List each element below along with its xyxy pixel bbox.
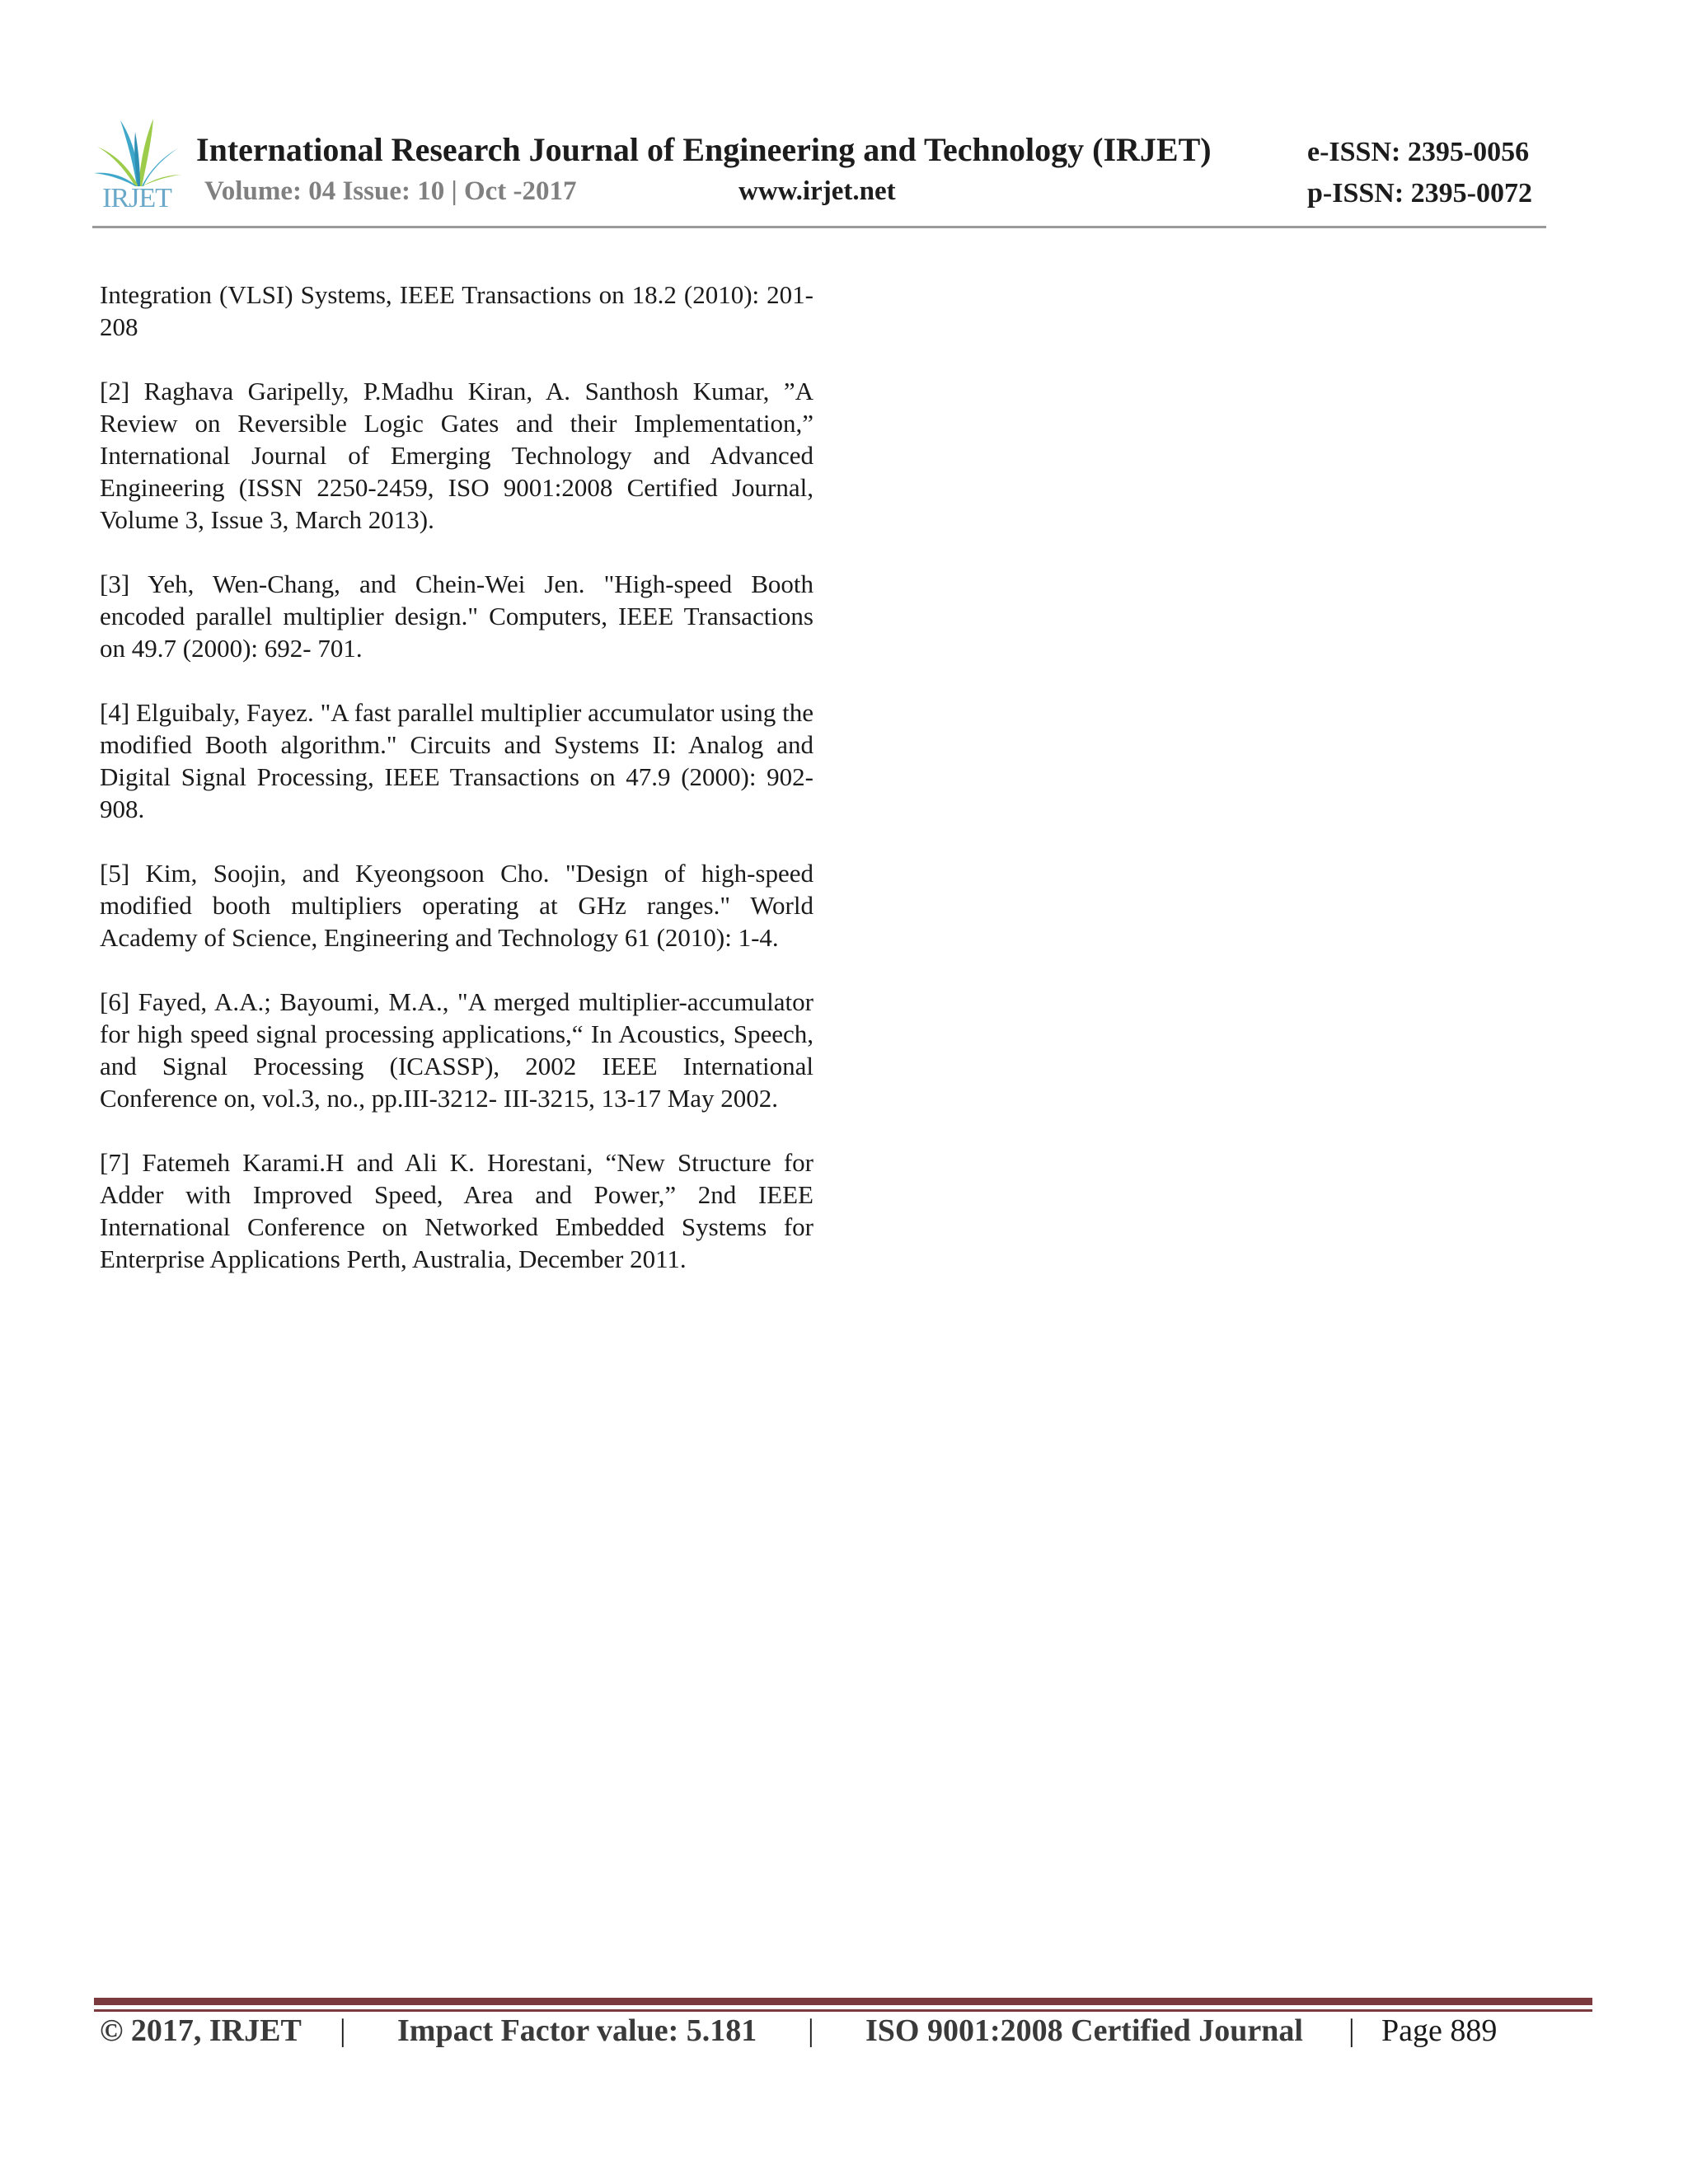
reference-7: [7] Fatemeh Karami.H and Ali K. Horestani, “New Structure for Adder with Improved Speed, Area and Power,” 2nd IEEE International Conference on Networked Embedded Systems for Enterprise Applications Perth, Australia, December 2011. — [100, 1148, 814, 1273]
footer-copyright: © 2017, IRJET — [100, 2013, 302, 2048]
footer-divider-thick — [94, 1998, 1592, 2005]
reference-5: [5] Kim, Soojin, and Kyeongsoon Cho. "Design of high-speed modified booth multipliers operating at GHz ranges." World Academy of Science, Engineering and Technology 61 (2010): 1-4. — [100, 859, 814, 952]
leaf-icon — [91, 115, 183, 190]
footer-iso: ISO 9001:2008 Certified Journal — [865, 2013, 1303, 2048]
reference-4: [4] Elguibaly, Fayez. "A fast parallel multiplier accumulator using the modified Booth algorithm." Circuits and Systems II: Analog and Digital Signal Processing, IEEE Transactions on 47.9 (2000): 902- 908. — [100, 698, 814, 823]
footer-impact-factor: Impact Factor value: 5.181 — [397, 2013, 757, 2048]
reference-continuation: Integration (VLSI) Systems, IEEE Transactions on 18.2 (2010): 201-208 — [100, 280, 814, 341]
volume-issue: Volume: 04 Issue: 10 | Oct -2017 — [204, 176, 577, 206]
logo-text: IRJET — [102, 183, 171, 213]
journal-title: International Research Journal of Engineering and Technology (IRJET) — [196, 131, 1212, 168]
irjet-logo — [91, 115, 183, 214]
references-column — [100, 279, 814, 1307]
website-link[interactable]: www.irjet.net — [738, 176, 896, 206]
footer-separator: | — [1348, 2013, 1355, 2048]
header-divider — [92, 226, 1546, 228]
p-issn: p-ISSN: 2395-0072 — [1307, 178, 1532, 209]
reference-6: [6] Fayed, A.A.; Bayoumi, M.A., "A merged multiplier-accumulator for high speed signal processing applications,“ In Acoustics, Speech, and Signal Processing (ICASSP), 2002 IEEE International Conference on, vol.3, no., pp.III-3212- III-3215, 13-17 May 2002. — [100, 987, 814, 1113]
footer-separator: | — [808, 2013, 814, 2048]
reference-3: [3] Yeh, Wen-Chang, and Chein-Wei Jen. "High-speed Booth encoded parallel multiplier design." Computers, IEEE Transactions on 49.7 (2000): 692- 701. — [100, 569, 814, 663]
e-issn: e-ISSN: 2395-0056 — [1307, 137, 1530, 167]
footer-divider-thin — [94, 2009, 1592, 2012]
footer-page-number: Page 889 — [1381, 2013, 1498, 2048]
footer-separator: | — [340, 2013, 346, 2048]
reference-2: [2] Raghava Garipelly, P.Madhu Kiran, A. Santhosh Kumar, ”A Review on Reversible Logic Gates and their Implementation,” International Journal of Emerging Technology and Advanced Engineering (ISSN 2250-2459, ISO 9001:2008 Certified Journal, Volume 3, Issue 3, March 2013). — [100, 377, 814, 534]
